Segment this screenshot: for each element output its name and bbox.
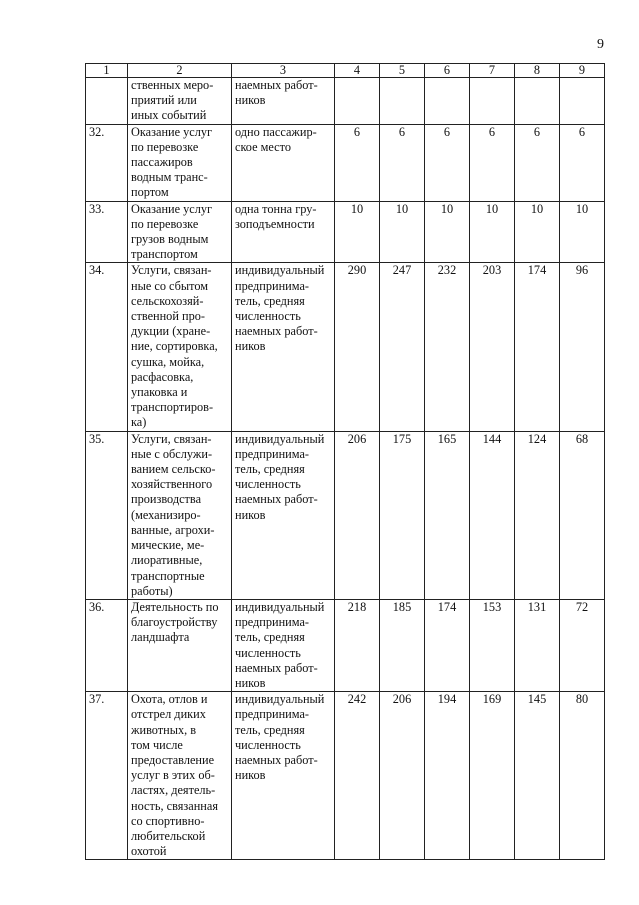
table-row: [86, 263, 605, 431]
activity-cell: Услуги, связан- ные со сбытом сельскохозяй- ственной про- дукции (хране- ние, сортировка, сушка, мойка, расфасовка, упаковка и транспортиров- ка): [128, 263, 232, 431]
header-cell: 1: [86, 64, 128, 78]
unit-cell: наемных работ- ников: [232, 78, 335, 125]
value-cell: 6: [335, 124, 380, 201]
table-body: [86, 78, 605, 860]
value-cell: 124: [515, 431, 560, 599]
value-cell: 10: [515, 201, 560, 263]
value-cell: [335, 78, 380, 125]
value-cell: [560, 78, 605, 125]
unit-cell: индивидуальный предпринима- тель, средняя численность наемных работ- ников: [232, 599, 335, 691]
value-cell: 203: [470, 263, 515, 431]
value-cell: [515, 78, 560, 125]
value-cell: 10: [380, 201, 425, 263]
activity-cell: Охота, отлов и отстрел диких животных, в том числе предоставление услуг в этих об- ластях, деятель- ность, связанная со спортивно- любительской охотой: [128, 692, 232, 860]
value-cell: 145: [515, 692, 560, 860]
activity-cell: Деятельность по благоустройству ландшафта: [128, 599, 232, 691]
value-cell: 174: [515, 263, 560, 431]
value-cell: 10: [335, 201, 380, 263]
activity-cell: ственных меро- приятий или иных событий: [128, 78, 232, 125]
value-cell: 174: [425, 599, 470, 691]
value-cell: 68: [560, 431, 605, 599]
header-row: [86, 64, 605, 78]
header-cell: 7: [470, 64, 515, 78]
header-cell: 5: [380, 64, 425, 78]
row-number-cell: 33.: [86, 201, 128, 263]
value-cell: [425, 78, 470, 125]
row-number-cell: 35.: [86, 431, 128, 599]
table-row: [86, 692, 605, 860]
value-cell: 242: [335, 692, 380, 860]
tariff-table: [85, 63, 605, 860]
value-cell: 6: [560, 124, 605, 201]
value-cell: [380, 78, 425, 125]
value-cell: 10: [560, 201, 605, 263]
value-cell: 232: [425, 263, 470, 431]
value-cell: 169: [470, 692, 515, 860]
header-cell: 4: [335, 64, 380, 78]
value-cell: 10: [425, 201, 470, 263]
value-cell: 290: [335, 263, 380, 431]
unit-cell: индивидуальный предпринима- тель, средняя численность наемных работ- ников: [232, 692, 335, 860]
value-cell: 6: [470, 124, 515, 201]
value-cell: 175: [380, 431, 425, 599]
unit-cell: одно пассажир- ское место: [232, 124, 335, 201]
activity-cell: Услуги, связан- ные с обслужи- ванием сельско- хозяйственного производства (механизиро- ванные, агрохи- мические, ме- лиоративные, транспортные работы): [128, 431, 232, 599]
value-cell: 10: [470, 201, 515, 263]
value-cell: 80: [560, 692, 605, 860]
table-row: [86, 599, 605, 691]
unit-cell: одна тонна гру- зоподъемности: [232, 201, 335, 263]
value-cell: 96: [560, 263, 605, 431]
header-cell: 8: [515, 64, 560, 78]
table-row: [86, 78, 605, 125]
value-cell: 6: [515, 124, 560, 201]
header-cell: 9: [560, 64, 605, 78]
activity-cell: Оказание услуг по перевозке грузов водным транспортом: [128, 201, 232, 263]
value-cell: 194: [425, 692, 470, 860]
value-cell: 185: [380, 599, 425, 691]
value-cell: 206: [380, 692, 425, 860]
table-row: [86, 124, 605, 201]
row-number-cell: 37.: [86, 692, 128, 860]
value-cell: 144: [470, 431, 515, 599]
header-cell: 2: [128, 64, 232, 78]
row-number-cell: 36.: [86, 599, 128, 691]
unit-cell: индивидуальный предпринима- тель, средняя численность наемных работ- ников: [232, 431, 335, 599]
value-cell: 165: [425, 431, 470, 599]
value-cell: 206: [335, 431, 380, 599]
activity-cell: Оказание услуг по перевозке пассажиров водным транс- портом: [128, 124, 232, 201]
value-cell: 247: [380, 263, 425, 431]
value-cell: 131: [515, 599, 560, 691]
value-cell: 6: [425, 124, 470, 201]
value-cell: 218: [335, 599, 380, 691]
row-number-cell: [86, 78, 128, 125]
row-number-cell: 32.: [86, 124, 128, 201]
table-row: [86, 201, 605, 263]
unit-cell: индивидуальный предпринима- тель, средняя численность наемных работ- ников: [232, 263, 335, 431]
value-cell: 72: [560, 599, 605, 691]
row-number-cell: 34.: [86, 263, 128, 431]
value-cell: 153: [470, 599, 515, 691]
value-cell: 6: [380, 124, 425, 201]
table-row: [86, 431, 605, 599]
page-number: 9: [597, 37, 604, 52]
header-cell: 6: [425, 64, 470, 78]
value-cell: [470, 78, 515, 125]
header-cell: 3: [232, 64, 335, 78]
